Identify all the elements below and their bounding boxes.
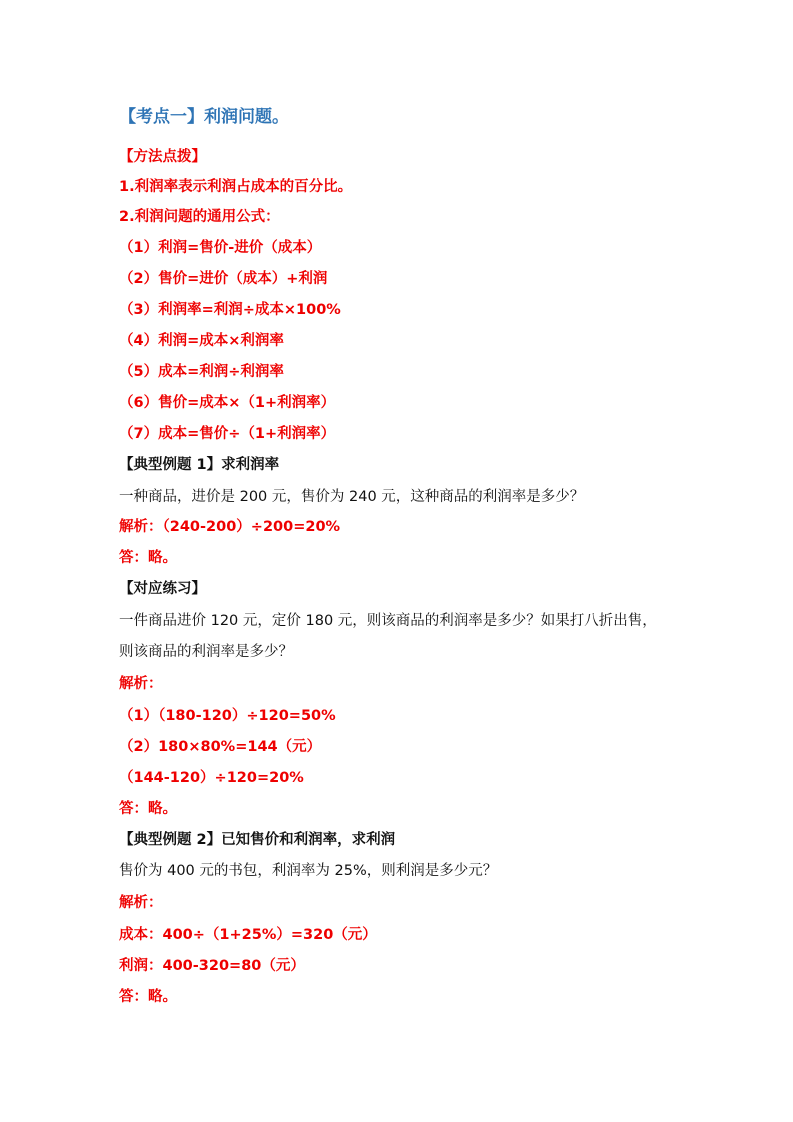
method-point-2: 2.利润问题的通用公式： [119,209,280,225]
formula-1: （1）利润=售价-进价（成本） [119,240,322,256]
practice-solution-label: 解析： [119,676,163,692]
practice-answer: 答：略。 [119,801,177,817]
practice-step-3: （144-120）÷120=20% [119,770,304,786]
example-1-solution: 解析：（240-200）÷200=20% [119,519,341,535]
section-title: 【考点一】利润问题。 [119,107,289,127]
example-2-answer: 答：略。 [119,989,177,1005]
formula-3: （3）利润率=利润÷成本×100% [119,302,341,318]
practice-step-2: （2）180×80%=144（元） [119,739,322,755]
example-2-step-2: 利润：400-320=80（元） [119,958,305,974]
example-2-question: 售价为 400 元的书包，利润率为 25%，则利润是多少元？ [119,863,498,879]
example-1-answer: 答：略。 [119,550,177,566]
practice-question-line-2: 则该商品的利润率是多少？ [119,644,293,660]
formula-2: （2）售价=进价（成本）+利润 [119,271,328,287]
practice-header: 【对应练习】 [119,581,206,597]
example-2-solution-label: 解析： [119,895,163,911]
method-header: 【方法点拨】 [119,149,206,165]
formula-7: （7）成本=售价÷（1+利润率） [119,426,336,442]
example-1-header: 【典型例题 1】求利润率 [119,457,280,473]
practice-question-line-1: 一件商品进价 120 元，定价 180 元，则该商品的利润率是多少？如果打八折出售， [119,613,657,629]
example-1-question: 一种商品，进价是 200 元，售价为 240 元，这种商品的利润率是多少？ [119,489,585,505]
formula-6: （6）售价=成本×（1+利润率） [119,395,336,411]
example-2-step-1: 成本：400÷（1+25%）=320（元） [119,927,377,943]
method-point-1: 1.利润率表示利润占成本的百分比。 [119,179,353,195]
practice-step-1: （1）（180-120）÷120=50% [119,708,336,724]
formula-5: （5）成本=利润÷利润率 [119,364,284,380]
example-2-header: 【典型例题 2】已知售价和利润率，求利润 [119,832,396,848]
formula-4: （4）利润=成本×利润率 [119,333,284,349]
